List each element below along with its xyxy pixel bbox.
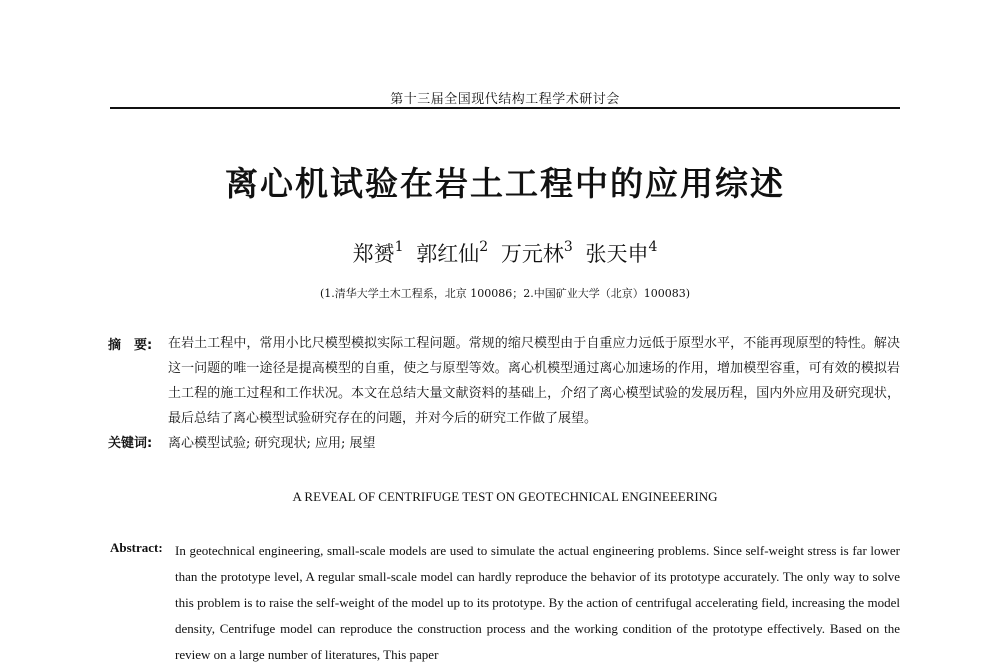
english-title: A REVEAL OF CENTRIFUGE TEST ON GEOTECHNICAL ENGINEEERING — [292, 489, 718, 504]
author-1 — [352, 239, 404, 266]
author-4 — [585, 239, 658, 266]
header-rule — [110, 107, 900, 109]
affiliation: (1.清华大学土木工程系，北京 100086；2.中国矿业大学（北京）100083) — [319, 287, 691, 300]
paper-title: 离心机试验在岩土工程中的应用综述 — [225, 164, 785, 203]
cn-abstract-label: 摘 要: — [108, 338, 153, 353]
author-affil-mark: 1 — [394, 239, 404, 255]
author-2 — [416, 239, 489, 266]
author-name: 张天申 — [585, 242, 649, 266]
cn-keywords: 离心模型试验; 研究现状; 应用; 展望 — [168, 436, 376, 451]
author-affil-mark: 3 — [563, 239, 573, 255]
author-name: 郭红仙 — [416, 242, 480, 266]
author-affil-mark: 2 — [479, 239, 489, 255]
en-abstract-label: Abstract: — [110, 540, 163, 555]
author-list — [110, 238, 900, 268]
cn-abstract-body: 在岩土工程中，常用小比尺模型模拟实际工程问题。常规的缩尺模型由于自重应力远低于原型水平，不能再现原型的特性。解决这一问题的唯一途径是提高模型的自重，使之与原型等效。离心机模型通过离心加速场的作用，增加模型容重，可有效的模拟岩土工程的施工过程和工作状况。本文在总结大量文献资料的基础上，介绍了离心模型试验的发展历程，国内外应用及研究现状，最后总结了离心模型试验研究存在的问题，并对今后的研究工作做了展望。 — [168, 336, 900, 426]
running-head: 第十三届全国现代结构工程学术研讨会 — [390, 92, 620, 107]
author-affil-mark: 4 — [648, 239, 658, 255]
author-name: 万元林 — [500, 242, 564, 266]
en-abstract-body: In geotechnical engineering, small-scale models are used to simulate the actual engineering problems. Since self-weight stress is far lower than the prototype level, A regular small-scale model can hardly reproduce the behavior of its prototype accurately. The only way to solve this problem is to raise the self-weight of the model up to its prototype. By the action of centrifugal accelerating field, increasing the model density, Centrifuge model can reproduce the construction process and the working condition of the prototype effectively. Based on the review on a large number of literatures, This paper — [175, 543, 900, 662]
author-name: 郑赟 — [352, 242, 395, 266]
author-3 — [500, 239, 573, 266]
cn-keywords-label: 关键词: — [108, 436, 153, 451]
